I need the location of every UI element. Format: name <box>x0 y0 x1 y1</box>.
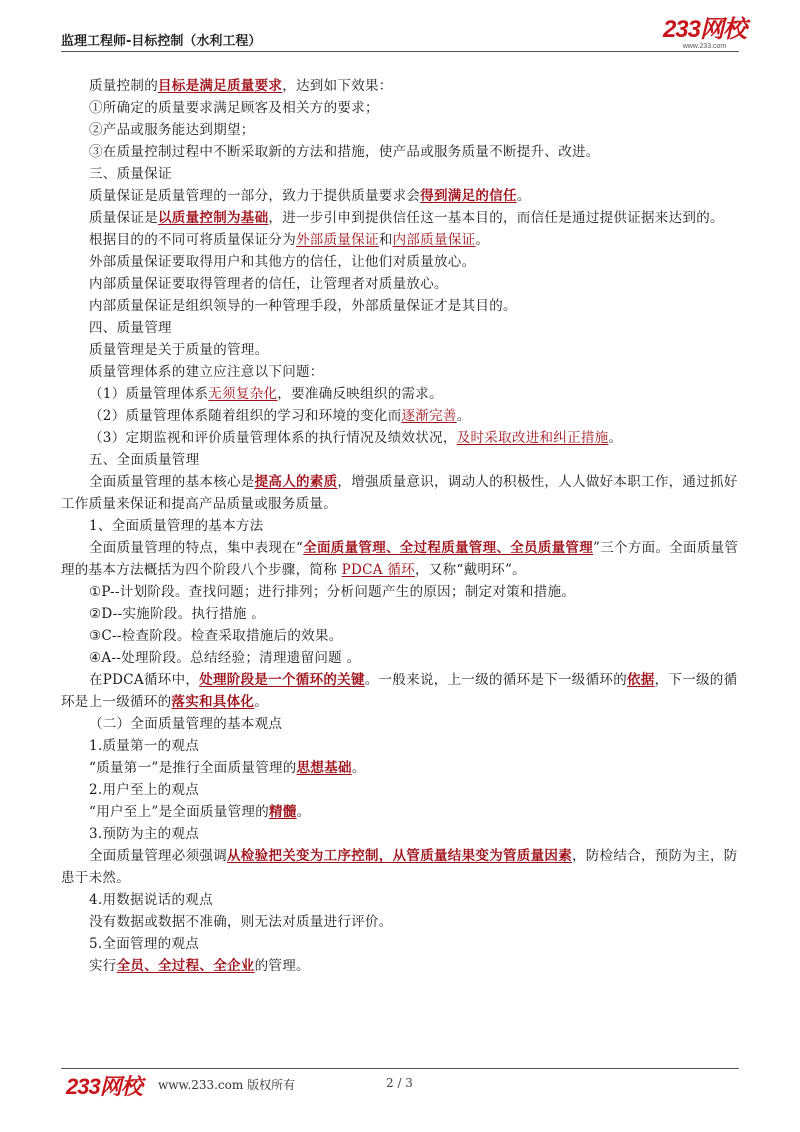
text-run: 。 <box>351 760 366 776</box>
paragraph <box>61 713 739 735</box>
highlighted-phrase: 逐渐完善 <box>401 408 457 424</box>
highlighted-phrase: 内部质量保证 <box>392 232 476 248</box>
paragraph <box>61 141 739 163</box>
text-run: 质量管理体系的建立应注意以下问题： <box>89 364 324 380</box>
text-run: 1.质量第一的观点 <box>89 738 200 754</box>
paragraph <box>61 361 739 383</box>
highlighted-phrase: 目标是满足质量要求 <box>158 78 283 94</box>
text-run: 。 <box>296 804 311 820</box>
highlighted-phrase: 思想基础 <box>296 760 352 776</box>
page-number: 2 / 3 <box>386 1076 413 1090</box>
text-run: ，下一级的循环是上一级循环的 <box>61 672 738 710</box>
text-run: 三、质量保证 <box>89 166 172 182</box>
paragraph <box>61 163 739 185</box>
text-run: 在PDCA循环中， <box>89 672 200 688</box>
text-run: 全面质量管理必须强调 <box>89 848 227 864</box>
header-divider <box>61 51 739 52</box>
text-run: 全面质量管理的特点，集中表现在“ <box>89 540 304 556</box>
text-run: ③在质量控制过程中不断采取新的方法和措施，使产品或服务质量不断提升、改进。 <box>89 144 600 160</box>
text-run: 2.用户至上的观点 <box>89 782 200 798</box>
highlighted-phrase: 处理阶段是一个循环的关键 <box>199 672 365 688</box>
document-header-title: 监理工程师-目标控制（水利工程） <box>61 34 262 49</box>
text-run: 。一般来说，上一级的循环是下一级循环的 <box>364 672 627 688</box>
text-run: ①P--计划阶段。查找问题；进行排列；分析问题产生的原因；制定对策和措施。 <box>89 584 576 600</box>
text-run: 四、质量管理 <box>89 320 172 336</box>
paragraph <box>61 251 739 273</box>
text-run: ，要准确反映组织的需求。 <box>277 386 443 402</box>
brand-logo <box>663 17 746 51</box>
text-run: ④A--处理阶段。总结经验；清理遗留问题 。 <box>89 650 361 666</box>
highlighted-phrase: 依据 <box>627 672 655 688</box>
paragraph <box>61 625 739 647</box>
text-run: 质量管理是关于质量的管理。 <box>89 342 269 358</box>
text-run: 质量保证是质量管理的一部分，致力于提供质量要求会 <box>89 188 421 204</box>
paragraph <box>61 449 739 471</box>
text-run: ①所确定的质量要求满足顾客及相关方的要求； <box>89 100 379 116</box>
paragraph <box>61 581 739 603</box>
text-run: 外部质量保证要取得用户和其他方的信任，让他们对质量放心。 <box>89 254 476 270</box>
highlighted-phrase: 全员、全过程、全企业 <box>116 958 255 974</box>
paragraph <box>61 317 739 339</box>
text-run: ②产品或服务能达到期望； <box>89 122 255 138</box>
text-run: ②D--实施阶段。执行措施 。 <box>89 606 266 622</box>
text-run: ，进一步引申到提供信任这一基本目的，而信任是通过提供证据来达到的。 <box>268 210 724 226</box>
text-run: （3）定期监视和评价质量管理体系的执行情况及绩效状况， <box>89 430 457 446</box>
text-run: 。 <box>516 188 531 204</box>
paragraph <box>61 801 739 823</box>
logo-url: www.233.com <box>682 43 727 50</box>
logo-text: 233网校 <box>662 16 746 43</box>
text-run: 质量保证是 <box>89 210 158 226</box>
paragraph <box>61 669 739 713</box>
paragraph <box>61 933 739 955</box>
paragraph <box>61 955 739 977</box>
paragraph <box>61 97 739 119</box>
text-run: 4.用数据说话的观点 <box>89 892 213 908</box>
text-run: 1、全面质量管理的基本方法 <box>89 518 264 534</box>
paragraph <box>61 735 739 757</box>
paragraph <box>61 779 739 801</box>
paragraph <box>61 295 739 317</box>
footer-logo: 233网校 <box>66 1074 142 1099</box>
highlighted-phrase: 提高人的素质 <box>254 474 338 490</box>
text-run: （2）质量管理体系随着组织的学习和环境的变化而 <box>89 408 402 424</box>
text-run: 五、全面质量管理 <box>89 452 200 468</box>
paragraph <box>61 471 739 515</box>
text-run: 。 <box>608 430 623 446</box>
text-run: 没有数据或数据不准确，则无法对质量进行评价。 <box>89 914 393 930</box>
text-run: 内部质量保证是组织领导的一种管理手段，外部质量保证才是其目的。 <box>89 298 517 314</box>
text-run: 和 <box>378 232 393 248</box>
paragraph <box>61 845 739 889</box>
paragraph <box>61 427 739 449</box>
paragraph <box>61 647 739 669</box>
highlighted-phrase: 从检验把关变为工序控制，从管质量结果变为管质量因素 <box>227 848 572 864</box>
text-run: 全面质量管理的基本核心是 <box>89 474 255 490</box>
highlighted-phrase: 精髓 <box>269 804 297 820</box>
text-run: 质量控制的 <box>89 78 158 94</box>
text-run: 。 <box>475 232 490 248</box>
document-body <box>61 75 739 977</box>
text-run: 3.预防为主的观点 <box>89 826 200 842</box>
highlighted-phrase: 无须复杂化 <box>208 386 278 402</box>
highlighted-phrase: 全面质量管理、全过程质量管理、全员质量管理 <box>303 540 594 556</box>
highlighted-phrase: 落实和具体化 <box>171 694 255 710</box>
paragraph <box>61 207 739 229</box>
paragraph <box>61 339 739 361</box>
paragraph <box>61 383 739 405</box>
paragraph <box>61 889 739 911</box>
paragraph <box>61 273 739 295</box>
text-run: “质量第一”是推行全面质量管理的 <box>89 760 297 776</box>
paragraph <box>61 603 739 625</box>
paragraph <box>61 537 739 581</box>
text-run: ，防检结合，预防为主，防患于未然。 <box>61 848 738 886</box>
highlighted-phrase: 以质量控制为基础 <box>158 210 269 226</box>
text-run: “用户至上”是全面质量管理的 <box>89 804 270 820</box>
paragraph <box>61 823 739 845</box>
paragraph <box>61 515 739 537</box>
highlighted-phrase: 得到满足的信任 <box>420 188 517 204</box>
text-run: ”三个方面。全面质量管理的基本方法概括为四个阶段八个步骤，简称 <box>61 540 739 578</box>
paragraph <box>61 911 739 933</box>
footer-copyright: www.233.com 版权所有 <box>158 1078 296 1092</box>
text-run: ，增强质量意识，调动人的积极性，人人做好本职工作，通过抓好工作质量来保证和提高产品质量或服务质量。 <box>61 474 738 512</box>
text-run: 内部质量保证要取得管理者的信任，让管理者对质量放心。 <box>89 276 448 292</box>
paragraph <box>61 119 739 141</box>
highlighted-phrase: PDCA 循环 <box>341 562 415 578</box>
text-run: 5.全面管理的观点 <box>89 936 200 952</box>
highlighted-phrase: 外部质量保证 <box>296 232 379 248</box>
text-run: ，又称“戴明环”。 <box>414 562 526 578</box>
text-run: （1）质量管理体系 <box>89 386 209 402</box>
text-run: 根据目的的不同可将质量保证分为 <box>89 232 296 248</box>
text-run: 实行 <box>89 958 117 974</box>
text-run: ③C--检查阶段。检查采取措施后的效果。 <box>89 628 343 644</box>
highlighted-phrase: 及时采取改进和纠正措施 <box>456 430 609 446</box>
footer-divider <box>61 1068 739 1069</box>
paragraph <box>61 75 739 97</box>
paragraph <box>61 185 739 207</box>
paragraph <box>61 405 739 427</box>
paragraph <box>61 757 739 779</box>
text-run: （二）全面质量管理的基本观点 <box>89 716 283 732</box>
text-run: 。 <box>456 408 471 424</box>
text-run: ，达到如下效果： <box>282 78 393 94</box>
paragraph <box>61 229 739 251</box>
text-run: 的管理。 <box>254 958 310 974</box>
text-run: 。 <box>254 694 269 710</box>
